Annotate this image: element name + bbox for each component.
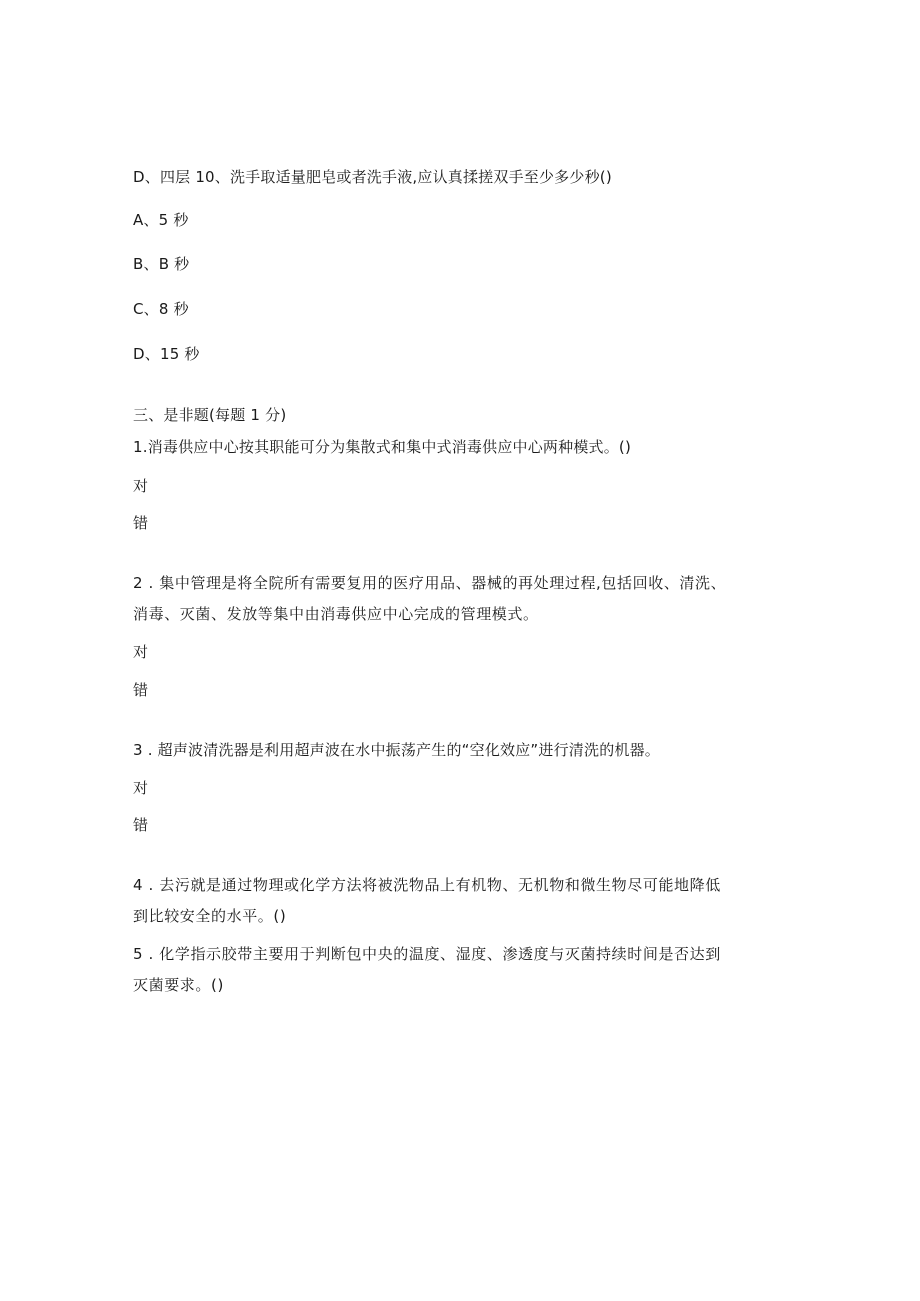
tf-q1-text: 1.消毒供应中心按其职能可分为集散式和集中式消毒供应中心两种模式。() <box>133 438 632 456</box>
tf-q5-text-line2: 灭菌要求。() <box>133 976 224 994</box>
tf-q4-text-line1: 4 . 去污就是通过物理或化学方法将被洗物品上有机物、无机物和微生物尽可能地降低 <box>133 876 721 894</box>
tf-q3-false: 错 <box>133 816 149 834</box>
tf-q1-true: 对 <box>133 477 149 495</box>
tf-q4-text-line2: 到比较安全的水平。() <box>133 907 287 925</box>
q10-stem: D、四层 10、洗手取适量肥皂或者洗手液,应认真揉搓双手至少多少秒() <box>133 168 612 186</box>
q10-option-a: A、5 秒 <box>133 211 189 229</box>
tf-q2-true: 对 <box>133 643 149 661</box>
tf-q5-text-line1: 5 . 化学指示胶带主要用于判断包中央的温度、湿度、渗透度与灭菌持续时间是否达到 <box>133 945 721 963</box>
tf-q2-text-line2: 消毒、灭菌、发放等集中由消毒供应中心完成的管理模式。 <box>133 605 539 623</box>
q10-option-d: D、15 秒 <box>133 345 200 363</box>
tf-q2-false: 错 <box>133 681 149 699</box>
q10-option-b: B、B 秒 <box>133 255 190 273</box>
tf-q3-true: 对 <box>133 779 149 797</box>
tf-q1-false: 错 <box>133 514 149 532</box>
section-heading: 三、是非题(每题 1 分) <box>133 406 287 424</box>
tf-q2-text-line1: 2 . 集中管理是将全院所有需要复用的医疗用品、器械的再处理过程,包括回收、清洗、 <box>133 574 727 592</box>
q10-option-c: C、8 秒 <box>133 300 189 318</box>
tf-q3-text: 3 . 超声波清洗器是利用超声波在水中振荡产生的“空化效应”进行清洗的机器。 <box>133 741 660 759</box>
